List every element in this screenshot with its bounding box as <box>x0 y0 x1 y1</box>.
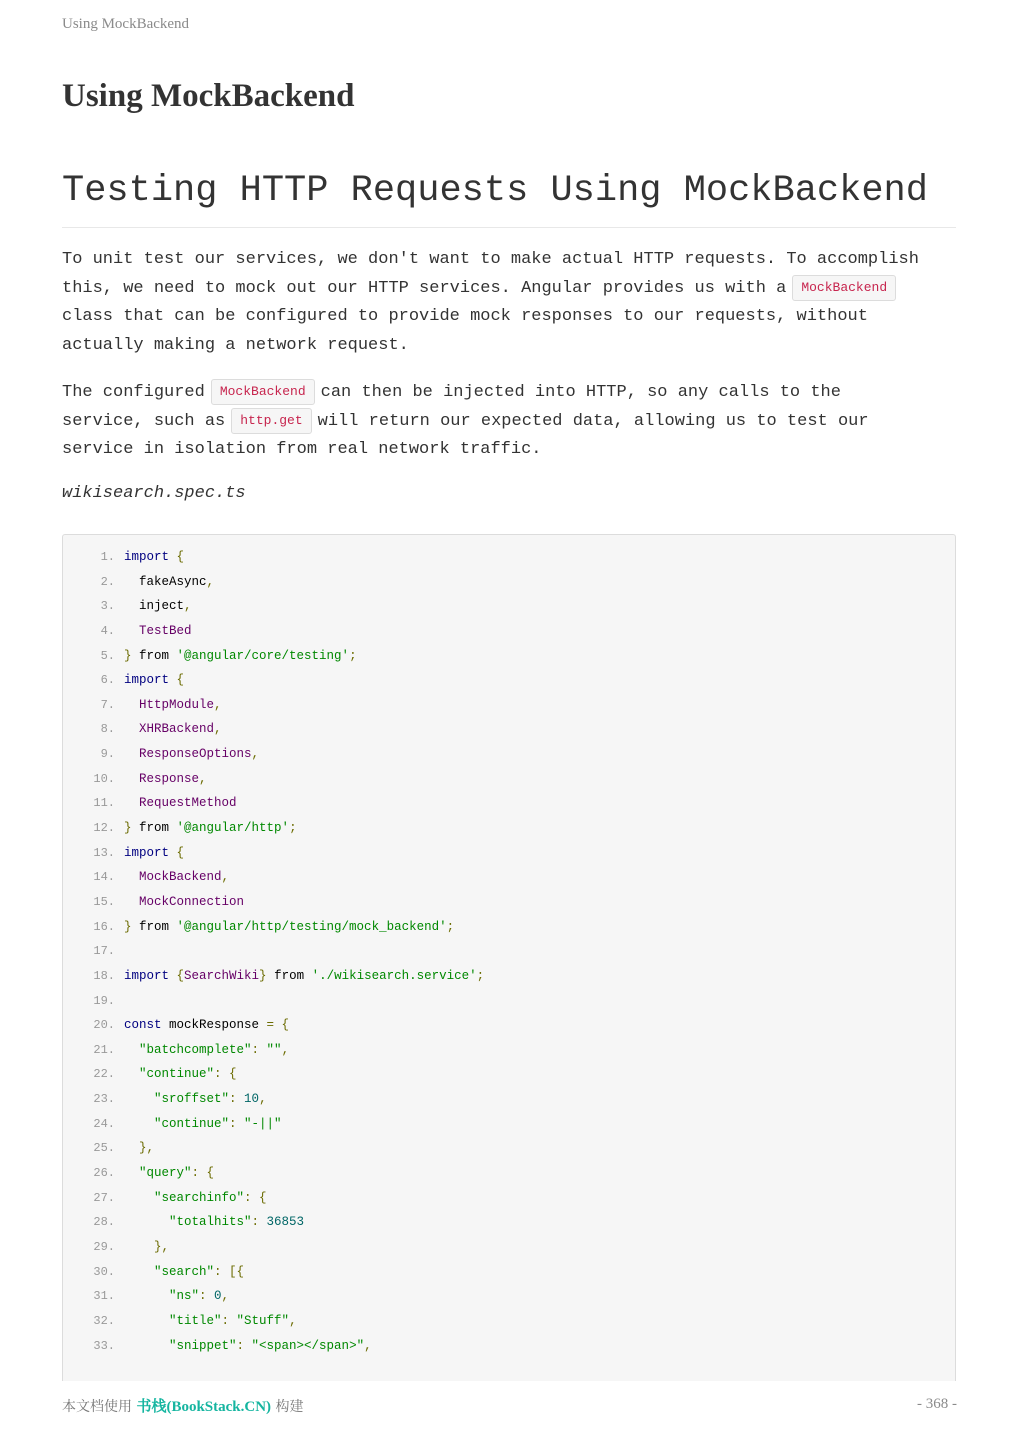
code-token: fakeAsync <box>124 574 207 589</box>
line-number: 21. <box>93 1042 115 1057</box>
code-line <box>63 644 955 669</box>
text-line: actually making a network request. <box>62 335 409 355</box>
line-number: 2. <box>100 574 115 589</box>
injection-paragraph <box>62 379 956 465</box>
code-token: : [{ <box>214 1264 245 1279</box>
code-text <box>124 816 297 841</box>
code-line <box>63 742 955 767</box>
code-token: : { <box>244 1190 267 1205</box>
code-text <box>124 964 484 989</box>
line-number: 31. <box>93 1289 115 1304</box>
code-token: "batchcomplete" <box>124 1042 252 1057</box>
line-number: 9. <box>100 747 115 762</box>
line-number: 20. <box>93 1018 115 1033</box>
code-token: const <box>124 1018 162 1033</box>
line-number: 26. <box>93 1166 115 1181</box>
code-token: "query" <box>124 1166 192 1181</box>
code-line <box>63 989 955 1014</box>
line-number: 28. <box>93 1215 115 1230</box>
code-token: "search" <box>124 1264 215 1279</box>
code-token: HttpModule <box>124 697 215 712</box>
line-number: 25. <box>93 1141 115 1156</box>
code-line <box>63 1161 955 1186</box>
code-token: "Stuff" <box>236 1313 290 1328</box>
code-token: ; <box>476 968 485 983</box>
code-token: import <box>124 845 170 860</box>
code-text <box>124 865 229 890</box>
code-token: } <box>124 919 132 934</box>
code-token: import <box>124 550 170 564</box>
code-token: XHRBackend <box>124 722 215 737</box>
line-number: 6. <box>100 673 115 688</box>
code-line <box>63 939 955 964</box>
line-number: 16. <box>93 919 115 934</box>
code-text <box>124 693 222 718</box>
code-token: ; <box>289 821 297 836</box>
line-number: 23. <box>93 1092 115 1107</box>
code-text <box>124 1161 214 1186</box>
line-number: 24. <box>93 1116 115 1131</box>
code-token: }, <box>124 1239 170 1254</box>
code-text <box>124 1112 282 1137</box>
footer-suffix: 构建 <box>271 1399 304 1415</box>
text-line <box>62 408 956 437</box>
code-text <box>124 1260 244 1285</box>
code-line <box>63 1235 955 1260</box>
code-line <box>63 619 955 644</box>
code-token: MockBackend <box>124 870 222 885</box>
code-token: '@angular/http' <box>176 821 290 836</box>
line-number: 19. <box>93 993 115 1008</box>
code-text <box>124 1210 304 1235</box>
code-token: { <box>169 845 185 860</box>
code-token: "searchinfo" <box>124 1190 245 1205</box>
text-line: service in isolation from real network traffic. <box>62 440 542 459</box>
text-segment: The configured <box>62 383 205 402</box>
code-token: , <box>214 722 222 737</box>
code-token: } <box>124 821 132 836</box>
line-number: 18. <box>93 968 115 983</box>
code-line <box>63 964 955 989</box>
code-token: "continue" <box>124 1067 215 1082</box>
code-line <box>63 791 955 816</box>
line-number: 17. <box>93 944 115 959</box>
code-token: import <box>124 968 170 983</box>
code-token: ; <box>446 919 455 934</box>
line-number: 10. <box>93 771 115 786</box>
footer-prefix: 本文档使用 <box>62 1399 137 1415</box>
code-token: { <box>169 673 185 688</box>
code-token: , <box>251 747 260 762</box>
code-text <box>124 841 184 866</box>
code-line <box>63 1334 955 1359</box>
text-segment: service, such as <box>62 411 226 431</box>
code-line <box>63 890 955 915</box>
code-token: from <box>131 821 177 836</box>
code-line <box>63 767 955 792</box>
text-segment: this, we need to mock out our HTTP services. Angular provides us with a <box>62 278 787 298</box>
code-token: : <box>251 1042 267 1057</box>
code-token: MockConnection <box>124 894 245 909</box>
code-line <box>63 545 955 570</box>
section-title: Testing HTTP Requests Using MockBackend <box>62 170 928 212</box>
code-text <box>124 570 214 595</box>
code-token: , <box>221 870 230 885</box>
code-token: "-||" <box>244 1116 282 1131</box>
code-line <box>63 841 955 866</box>
code-token: './wikisearch.service' <box>311 968 477 983</box>
code-token: import <box>124 673 170 688</box>
code-text <box>124 1309 297 1334</box>
code-token: ; <box>349 648 357 663</box>
line-number: 33. <box>93 1338 115 1353</box>
line-number: 3. <box>100 599 115 614</box>
code-token: SearchWiki <box>184 968 260 983</box>
line-number: 14. <box>93 870 115 885</box>
code-token: }, <box>124 1141 155 1156</box>
line-number: 7. <box>100 697 115 712</box>
code-token: : <box>229 1092 245 1107</box>
code-filename: wikisearch.spec.ts <box>62 484 246 503</box>
code-text <box>124 767 207 792</box>
code-token: , <box>259 1092 267 1107</box>
code-line <box>63 1284 955 1309</box>
code-text <box>124 1284 229 1309</box>
code-token: "" <box>266 1042 282 1057</box>
line-number: 11. <box>93 796 115 811</box>
text-line <box>62 275 956 304</box>
code-token: ResponseOptions <box>124 747 252 762</box>
text-segment: can then be injected into HTTP, so any calls to the <box>320 383 841 402</box>
code-line <box>63 1260 955 1285</box>
code-line <box>63 915 955 940</box>
line-number: 12. <box>93 821 115 836</box>
code-token: = { <box>266 1018 290 1033</box>
code-text <box>124 890 244 915</box>
code-line <box>63 1309 955 1334</box>
code-text <box>124 545 184 570</box>
running-header: Using MockBackend <box>62 16 190 32</box>
text-line <box>62 379 956 408</box>
code-token: : { <box>191 1166 215 1181</box>
code-token: "title" <box>124 1313 222 1328</box>
inline-code-http-get: http.get <box>231 408 311 434</box>
code-token: '@angular/core/testing' <box>176 648 350 663</box>
code-token: RequestMethod <box>124 796 237 811</box>
line-number: 4. <box>100 623 115 638</box>
code-text <box>124 1062 237 1087</box>
code-token: "snippet" <box>124 1338 237 1353</box>
code-token: TestBed <box>124 623 192 638</box>
code-line <box>63 816 955 841</box>
code-token: "ns" <box>124 1289 200 1304</box>
code-line <box>63 570 955 595</box>
code-token: from <box>131 648 177 663</box>
code-token: , <box>214 697 222 712</box>
line-number: 32. <box>93 1313 115 1328</box>
code-line <box>63 1136 955 1161</box>
line-number: 30. <box>93 1264 115 1279</box>
inline-code-mockbackend: MockBackend <box>211 379 315 405</box>
code-text <box>124 594 192 619</box>
line-number: 5. <box>100 648 115 663</box>
code-token: "<span></span>" <box>251 1338 365 1353</box>
code-token: : <box>199 1289 215 1304</box>
footer-brand-link[interactable]: 书栈(BookStack.CN) <box>136 1399 272 1415</box>
code-token: inject <box>124 599 185 614</box>
code-token: 0 <box>214 1289 222 1304</box>
text-line: class that can be configured to provide mock responses to our requests, without <box>62 307 868 326</box>
code-token: , <box>206 574 215 589</box>
code-line <box>63 1186 955 1211</box>
code-token: 36853 <box>266 1215 305 1230</box>
code-token: { <box>169 550 185 564</box>
line-number: 1. <box>100 550 115 564</box>
code-text <box>124 742 259 767</box>
code-token: , <box>364 1338 372 1353</box>
code-line <box>63 1062 955 1087</box>
code-text <box>124 619 192 644</box>
code-text <box>124 1334 372 1359</box>
text-segment: will return our expected data, allowing us to test our <box>317 411 869 431</box>
code-token: "totalhits" <box>124 1215 252 1230</box>
code-text <box>124 1136 154 1161</box>
code-token: , <box>281 1042 290 1057</box>
code-token: , <box>289 1313 297 1328</box>
code-token: : <box>229 1116 245 1131</box>
code-line <box>63 1013 955 1038</box>
code-token: : <box>221 1313 237 1328</box>
code-block <box>62 534 956 1381</box>
code-token: "continue" <box>124 1116 230 1131</box>
code-text <box>124 791 237 816</box>
code-line <box>63 668 955 693</box>
line-number: 15. <box>93 894 115 909</box>
footer-credit <box>62 1395 304 1416</box>
code-token: "sroffset" <box>124 1092 230 1107</box>
code-token: , <box>184 599 192 614</box>
code-line <box>63 1038 955 1063</box>
code-token: { <box>169 968 185 983</box>
code-token: : <box>236 1338 252 1353</box>
text-line: To unit test our services, we don't want to make actual HTTP requests. To accomplish <box>62 250 919 269</box>
intro-paragraph <box>62 246 956 360</box>
code-token: 10 <box>244 1092 260 1107</box>
page-title: Using MockBackend <box>62 78 355 114</box>
code-text <box>124 717 222 742</box>
inline-code-mockbackend: MockBackend <box>792 275 896 301</box>
line-number: 8. <box>100 722 115 737</box>
code-token: mockResponse <box>161 1018 267 1033</box>
code-line <box>63 1210 955 1235</box>
code-text <box>124 1235 169 1260</box>
code-token: , <box>221 1289 230 1304</box>
code-token: from <box>266 968 312 983</box>
code-text <box>124 1087 267 1112</box>
code-token: , <box>199 771 207 786</box>
section-divider <box>62 227 956 228</box>
line-number: 22. <box>93 1067 115 1082</box>
code-line <box>63 717 955 742</box>
line-number: 27. <box>93 1190 115 1205</box>
code-line <box>63 693 955 718</box>
code-token: '@angular/http/testing/mock_backend' <box>176 919 447 934</box>
code-line <box>63 865 955 890</box>
code-text <box>124 644 357 669</box>
code-text <box>124 668 184 693</box>
code-token: : <box>251 1215 267 1230</box>
code-token: Response <box>124 771 200 786</box>
code-line <box>63 594 955 619</box>
line-number: 29. <box>93 1239 115 1254</box>
code-token: } <box>259 968 267 983</box>
line-number: 13. <box>93 845 115 860</box>
code-text <box>124 1013 289 1038</box>
code-line <box>63 1112 955 1137</box>
code-token: } <box>124 648 132 663</box>
page-number: - 368 - <box>917 1396 957 1412</box>
code-text <box>124 1186 267 1211</box>
code-text <box>124 915 454 940</box>
code-text <box>124 1038 289 1063</box>
code-token: : { <box>214 1067 237 1082</box>
code-token: from <box>131 919 177 934</box>
code-lines <box>63 545 955 1358</box>
code-line <box>63 1087 955 1112</box>
